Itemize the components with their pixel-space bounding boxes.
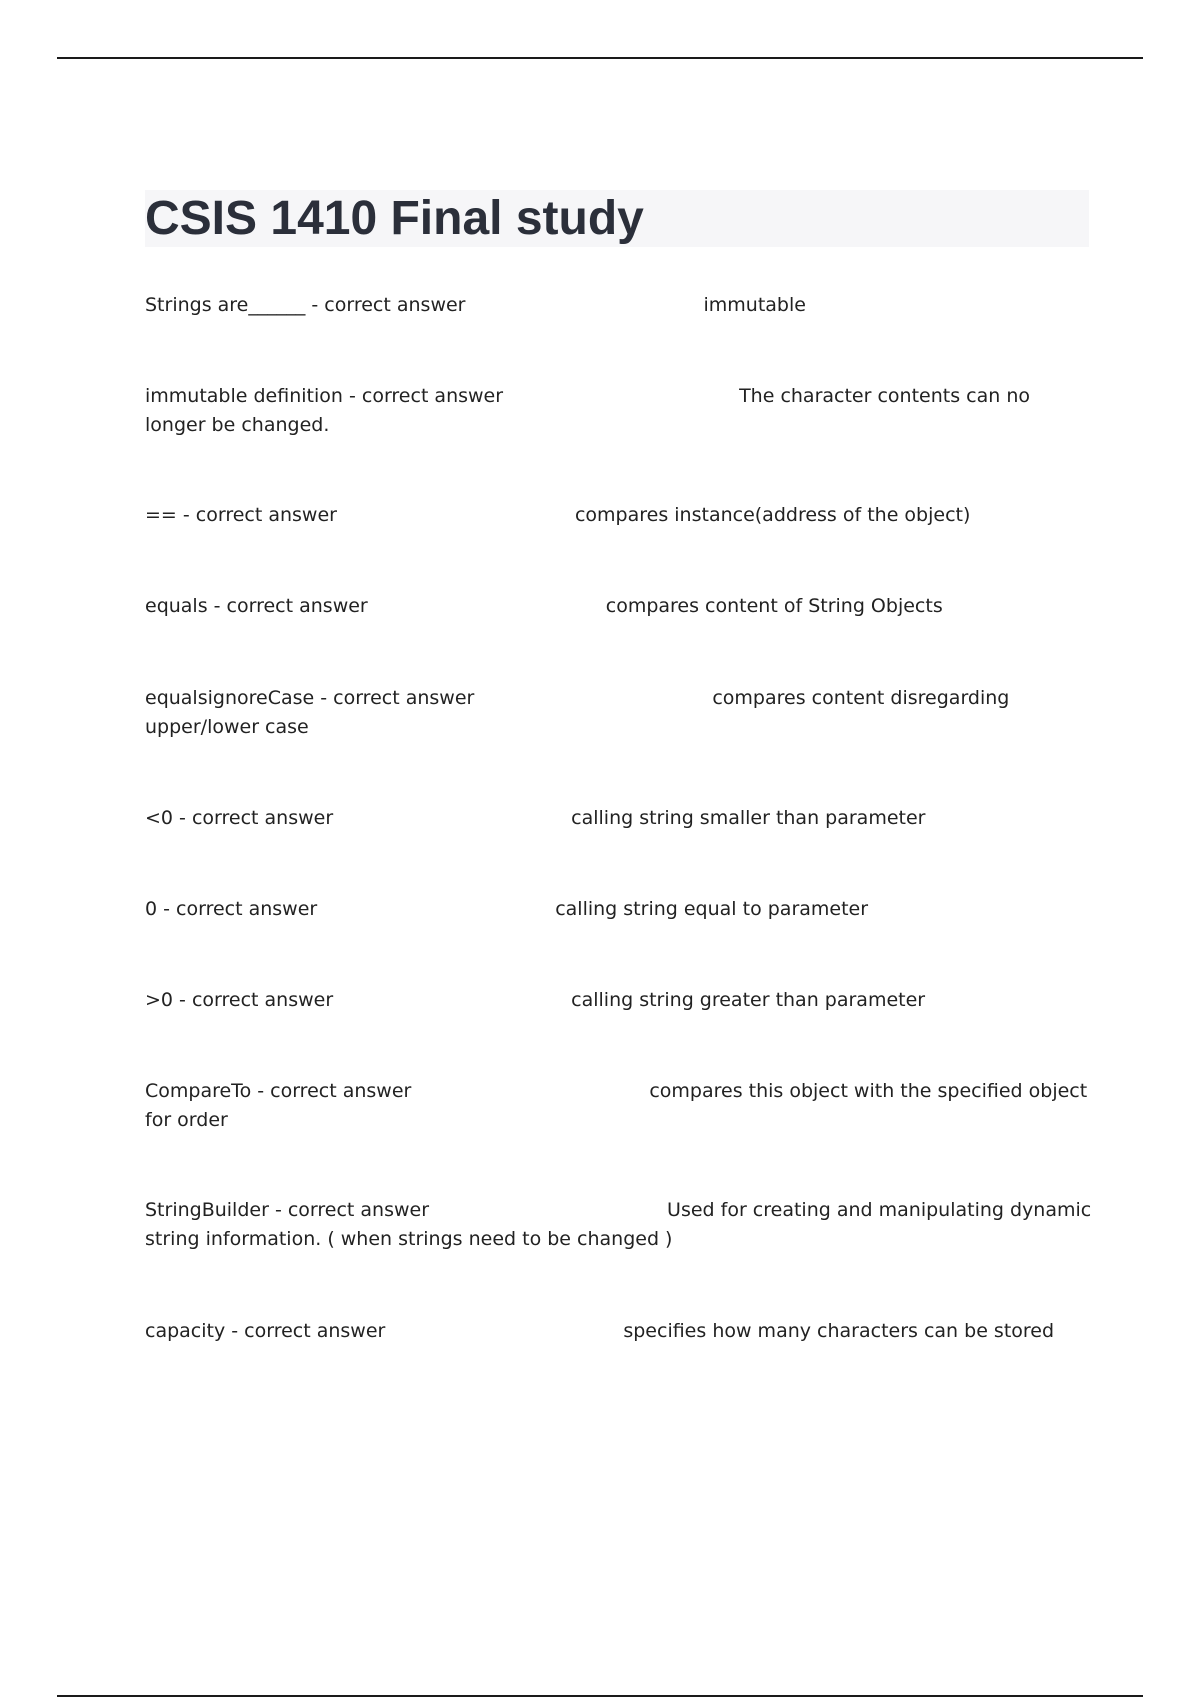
entry-term: CompareTo - correct answer: [145, 1080, 412, 1102]
page-title: CSIS 1410 Final study: [145, 192, 644, 245]
entry-term: >0 - correct answer: [145, 989, 334, 1011]
qa-entry-9: [145, 1077, 1095, 1135]
entry-answer: Used for creating and manipulating dynamic string information. ( when strings need to be changed ): [145, 1199, 1092, 1250]
entry-answer: The character contents can no longer be changed.: [145, 385, 1030, 436]
entry-term: == - correct answer: [145, 504, 337, 526]
qa-entry-4: [145, 592, 1095, 621]
qa-entry-5: [145, 684, 1095, 742]
top-rule: [57, 57, 1143, 59]
qa-entry-8: [145, 986, 1095, 1015]
qa-entry-2: [145, 382, 1095, 440]
entry-answer: compares this object with the specified object for order: [145, 1080, 1088, 1131]
qa-entry-10: [145, 1196, 1095, 1254]
entry-answer: calling string equal to parameter: [555, 898, 869, 920]
entry-term: <0 - correct answer: [145, 807, 334, 829]
entry-term: Strings are______ - correct answer: [145, 294, 466, 316]
bottom-rule: [57, 1695, 1143, 1697]
entry-answer: compares content disregarding upper/lower case: [145, 687, 1010, 738]
entry-term: equalsignoreCase - correct answer: [145, 687, 475, 709]
entry-answer: immutable: [703, 294, 806, 316]
qa-entry-3: [145, 501, 1095, 530]
entry-answer: compares instance(address of the object): [574, 504, 971, 526]
entry-term: capacity - correct answer: [145, 1320, 386, 1342]
entry-answer: specifies how many characters can be stored: [623, 1320, 1055, 1342]
qa-entry-11: [145, 1317, 1095, 1346]
entry-term: equals - correct answer: [145, 595, 368, 617]
entry-answer: calling string greater than parameter: [571, 989, 926, 1011]
qa-entry-1: [145, 291, 1095, 320]
entry-term: StringBuilder - correct answer: [145, 1199, 430, 1221]
qa-entry-6: [145, 804, 1095, 833]
entry-answer: compares content of String Objects: [605, 595, 943, 617]
entry-term: 0 - correct answer: [145, 898, 318, 920]
entry-answer: calling string smaller than parameter: [571, 807, 926, 829]
title-banner: [145, 190, 1089, 247]
entry-term: immutable definition - correct answer: [145, 385, 504, 407]
qa-entry-7: [145, 895, 1095, 924]
